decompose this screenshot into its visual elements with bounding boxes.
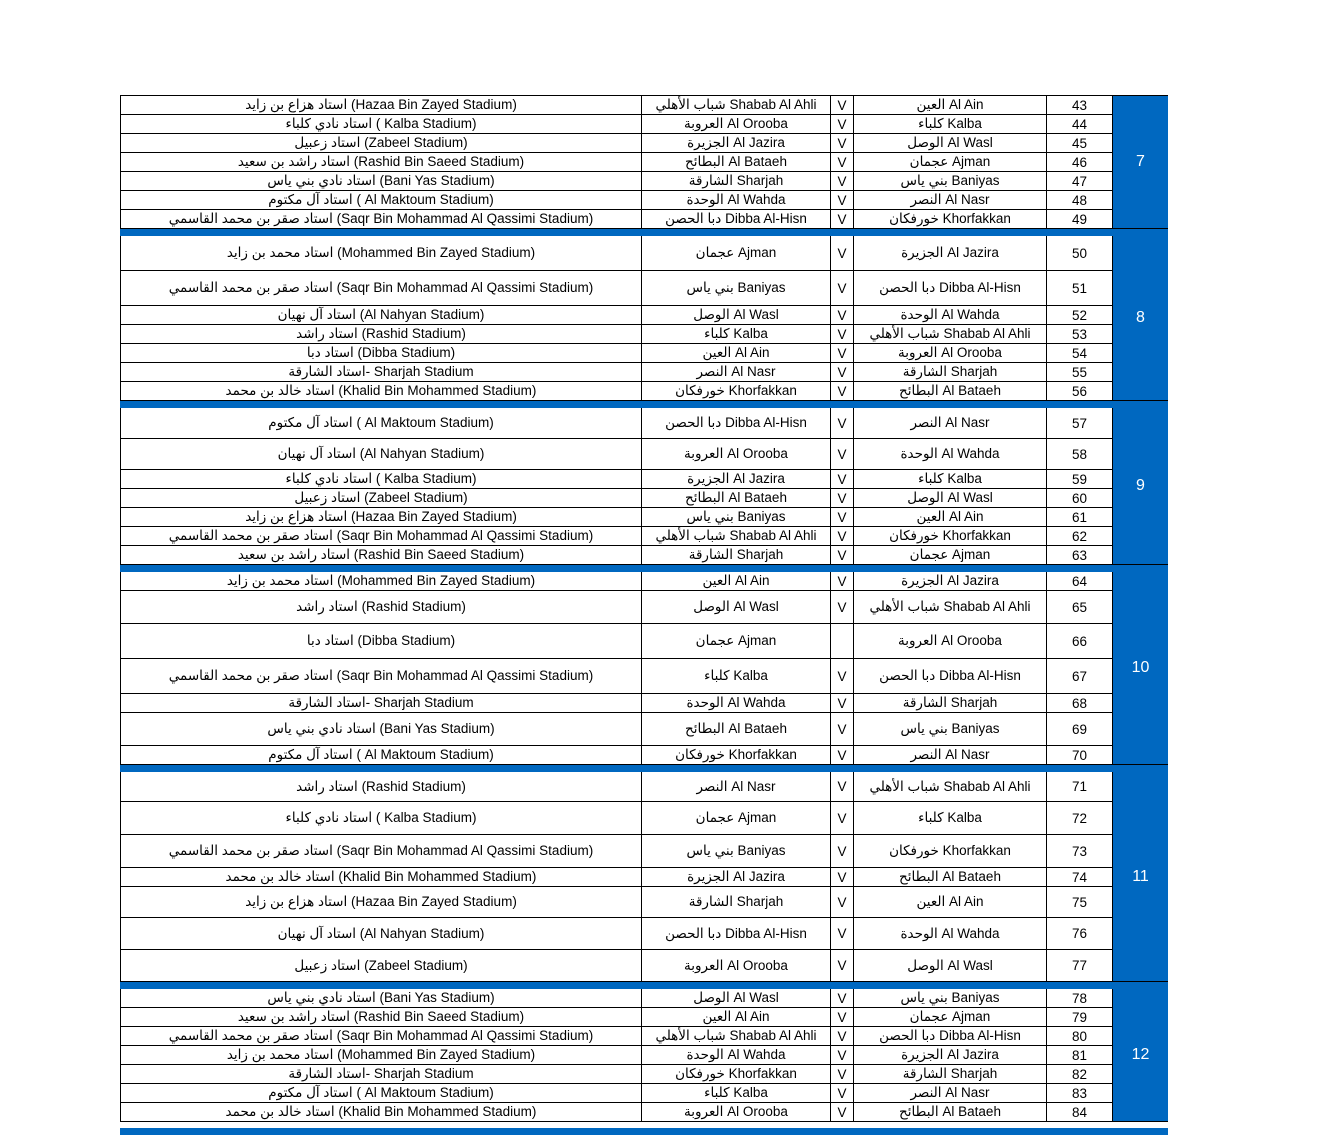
away-team-cell: خورفكان Khorfakkan [642,746,831,764]
round-block [120,408,1168,565]
away-team-cell: دبا الحصن Dibba Al-Hisn [642,210,831,228]
venue-cell: استاد نادي بني ياس (Bani Yas Stadium) [121,172,642,190]
away-team-cell: عجمان Ajman [642,236,831,270]
round-block [120,236,1168,401]
venue-cell: استاد الشارقة- Sharjah Stadium [121,694,642,712]
venue-cell: استاد راشد بن سعيد (Rashid Bin Saeed Stadium) [121,153,642,171]
round-number: 9 [1113,408,1168,564]
match-row [121,867,1113,886]
home-team-cell: الجزيرة Al Jazira [854,236,1047,270]
venue-cell: استاد خالد بن محمد (Khalid Bin Mohammed Stadium) [121,868,642,886]
venue-cell: استاد الشارقة- Sharjah Stadium [121,363,642,381]
away-team-cell: خورفكان Khorfakkan [642,1065,831,1083]
round-block [120,772,1168,982]
fixtures-table [120,95,1168,1122]
versus-cell: V [831,153,854,171]
versus-cell: V [831,96,854,114]
match-rows [120,96,1113,228]
home-team-cell: دبا الحصن Dibba Al-Hisn [854,271,1047,305]
match-row [121,886,1113,917]
home-team-cell: العروبة Al Orooba [854,624,1047,658]
match-row [121,362,1113,381]
round-separator-bar [120,565,1168,572]
venue-cell: استاد آل مكتوم ( Al Maktoum Stadium) [121,746,642,764]
venue-cell: استاد آل مكتوم ( Al Maktoum Stadium) [121,1084,642,1102]
versus-cell: V [831,1008,854,1026]
match-number-cell: 43 [1047,96,1113,114]
home-team-cell: بني ياس Baniyas [854,713,1047,745]
home-team-cell: النصر Al Nasr [854,746,1047,764]
match-number-cell: 80 [1047,1027,1113,1045]
round-number: 11 [1113,772,1168,981]
match-row [121,114,1113,133]
venue-cell: استاد نادي بني ياس (Bani Yas Stadium) [121,989,642,1007]
venue-cell: استاد صقر بن محمد القاسمي (Saqr Bin Mohammad Al Qassimi Stadium) [121,659,642,693]
match-row [121,801,1113,834]
home-team-cell: كلباء Kalba [854,115,1047,133]
home-team-cell: الشارقة Sharjah [854,694,1047,712]
away-team-cell: العروبة Al Orooba [642,115,831,133]
round-separator-bar [120,1128,1168,1135]
versus-cell: V [831,989,854,1007]
home-team-cell: دبا الحصن Dibba Al-Hisn [854,1027,1047,1045]
round-separator-bar [120,982,1168,989]
versus-cell: V [831,470,854,488]
round-block [120,989,1168,1122]
away-team-cell: البطائح Al Bataeh [642,153,831,171]
match-row [121,526,1113,545]
match-rows [120,236,1113,400]
venue-cell: استاد زعبيل (Zabeel Stadium) [121,950,642,981]
match-row [121,171,1113,190]
away-team-cell: كلباء Kalba [642,1084,831,1102]
match-number-cell: 56 [1047,382,1113,400]
match-row [121,469,1113,488]
match-row [121,96,1113,114]
match-row [121,190,1113,209]
versus-cell: V [831,713,854,745]
home-team-cell: شباب الأهلي Shabab Al Ahli [854,325,1047,343]
match-rows [120,989,1113,1121]
match-row [121,772,1113,801]
match-row [121,381,1113,400]
match-row [121,623,1113,658]
match-row [121,949,1113,981]
away-team-cell: البطائح Al Bataeh [642,489,831,507]
round-number: 10 [1113,572,1168,764]
home-team-cell: البطائح Al Bataeh [854,382,1047,400]
versus-cell: V [831,1065,854,1083]
away-team-cell: النصر Al Nasr [642,772,831,801]
match-number-cell: 82 [1047,1065,1113,1083]
versus-cell: V [831,115,854,133]
away-team-cell: دبا الحصن Dibba Al-Hisn [642,408,831,438]
venue-cell: استاد زعبيل (Zabeel Stadium) [121,489,642,507]
match-number-cell: 52 [1047,306,1113,324]
versus-cell: V [831,659,854,693]
home-team-cell: الشارقة Sharjah [854,363,1047,381]
versus-cell: V [831,271,854,305]
round-separator-bar [120,229,1168,236]
away-team-cell: البطائح Al Bataeh [642,713,831,745]
match-row [121,989,1113,1007]
match-row [121,745,1113,764]
versus-cell: V [831,887,854,917]
match-number-cell: 72 [1047,802,1113,834]
match-number-cell: 78 [1047,989,1113,1007]
home-team-cell: الوصل Al Wasl [854,950,1047,981]
match-number-cell: 54 [1047,344,1113,362]
away-team-cell: شباب الأهلي Shabab Al Ahli [642,1027,831,1045]
home-team-cell: البطائح Al Bataeh [854,1103,1047,1121]
venue-cell: استاد راشد بن سعيد (Rashid Bin Saeed Stadium) [121,546,642,564]
home-team-cell: البطائح Al Bataeh [854,868,1047,886]
match-row [121,712,1113,745]
away-team-cell: الشارقة Sharjah [642,887,831,917]
match-row [121,834,1113,867]
venue-cell: استاد آل مكتوم ( Al Maktoum Stadium) [121,408,642,438]
venue-cell: استاد راشد (Rashid Stadium) [121,591,642,623]
venue-cell: استاد راشد بن سعيد (Rashid Bin Saeed Stadium) [121,1008,642,1026]
match-number-cell: 48 [1047,191,1113,209]
match-number-cell: 59 [1047,470,1113,488]
match-number-cell: 71 [1047,772,1113,801]
match-number-cell: 68 [1047,694,1113,712]
venue-cell: استاد خالد بن محمد (Khalid Bin Mohammed Stadium) [121,382,642,400]
match-number-cell: 44 [1047,115,1113,133]
away-team-cell: العروبة Al Orooba [642,439,831,469]
venue-cell: استاد نادي كلباء ( Kalba Stadium) [121,470,642,488]
versus-cell [831,624,854,658]
away-team-cell: خورفكان Khorfakkan [642,382,831,400]
round-block [120,572,1168,765]
venue-cell: استاد نادي كلباء ( Kalba Stadium) [121,802,642,834]
home-team-cell: خورفكان Khorfakkan [854,835,1047,867]
versus-cell: V [831,489,854,507]
home-team-cell: الجزيرة Al Jazira [854,572,1047,590]
match-rows [120,572,1113,764]
venue-cell: استاد زعبيل (Zabeel Stadium) [121,134,642,152]
versus-cell: V [831,950,854,981]
round-number: 7 [1113,96,1168,228]
away-team-cell: الشارقة Sharjah [642,172,831,190]
away-team-cell: الجزيرة Al Jazira [642,134,831,152]
home-team-cell: بني ياس Baniyas [854,172,1047,190]
versus-cell: V [831,382,854,400]
versus-cell: V [831,572,854,590]
versus-cell: V [831,134,854,152]
away-team-cell: النصر Al Nasr [642,363,831,381]
match-number-cell: 69 [1047,713,1113,745]
match-number-cell: 51 [1047,271,1113,305]
home-team-cell: بني ياس Baniyas [854,989,1047,1007]
versus-cell: V [831,325,854,343]
match-rows [120,772,1113,981]
away-team-cell: العروبة Al Orooba [642,950,831,981]
away-team-cell: العين Al Ain [642,344,831,362]
versus-cell: V [831,694,854,712]
match-rows [120,408,1113,564]
match-number-cell: 55 [1047,363,1113,381]
away-team-cell: الوصل Al Wasl [642,591,831,623]
away-team-cell: كلباء Kalba [642,659,831,693]
home-team-cell: النصر Al Nasr [854,408,1047,438]
match-number-cell: 73 [1047,835,1113,867]
venue-cell: استاد هزاع بن زايد (Hazaa Bin Zayed Stadium) [121,508,642,526]
home-team-cell: العروبة Al Orooba [854,344,1047,362]
versus-cell: V [831,835,854,867]
match-number-cell: 84 [1047,1103,1113,1121]
match-number-cell: 58 [1047,439,1113,469]
venue-cell: استاد دبا (Dibba Stadium) [121,624,642,658]
match-row [121,1045,1113,1064]
match-row [121,133,1113,152]
away-team-cell: دبا الحصن Dibba Al-Hisn [642,918,831,949]
home-team-cell: خورفكان Khorfakkan [854,210,1047,228]
away-team-cell: الجزيرة Al Jazira [642,470,831,488]
match-row [121,572,1113,590]
home-team-cell: الجزيرة Al Jazira [854,1046,1047,1064]
away-team-cell: الوحدة Al Wahda [642,1046,831,1064]
match-row [121,658,1113,693]
venue-cell: استاد نادي بني ياس (Bani Yas Stadium) [121,713,642,745]
versus-cell: V [831,191,854,209]
away-team-cell: عجمان Ajman [642,802,831,834]
round-separator-bar [120,765,1168,772]
versus-cell: V [831,746,854,764]
away-team-cell: الجزيرة Al Jazira [642,868,831,886]
match-row [121,693,1113,712]
versus-cell: V [831,527,854,545]
away-team-cell: الوحدة Al Wahda [642,191,831,209]
away-team-cell: بني ياس Baniyas [642,508,831,526]
home-team-cell: الوصل Al Wasl [854,489,1047,507]
versus-cell: V [831,1084,854,1102]
match-number-cell: 70 [1047,746,1113,764]
match-number-cell: 49 [1047,210,1113,228]
match-number-cell: 66 [1047,624,1113,658]
versus-cell: V [831,1046,854,1064]
match-number-cell: 65 [1047,591,1113,623]
versus-cell: V [831,210,854,228]
round-number: 12 [1113,989,1168,1121]
venue-cell: استاد راشد (Rashid Stadium) [121,772,642,801]
match-row [121,305,1113,324]
match-row [121,1026,1113,1045]
home-team-cell: العين Al Ain [854,887,1047,917]
venue-cell: استاد محمد بن زايد (Mohammed Bin Zayed Stadium) [121,1046,642,1064]
venue-cell: استاد آل نهيان (Al Nahyan Stadium) [121,918,642,949]
versus-cell: V [831,546,854,564]
venue-cell: استاد هزاع بن زايد (Hazaa Bin Zayed Stadium) [121,887,642,917]
away-team-cell: بني ياس Baniyas [642,271,831,305]
match-row [121,270,1113,305]
versus-cell: V [831,802,854,834]
away-team-cell: الوصل Al Wasl [642,989,831,1007]
home-team-cell: خورفكان Khorfakkan [854,527,1047,545]
venue-cell: استاد صقر بن محمد القاسمي (Saqr Bin Mohammad Al Qassimi Stadium) [121,1027,642,1045]
home-team-cell: شباب الأهلي Shabab Al Ahli [854,591,1047,623]
venue-cell: استاد آل نهيان (Al Nahyan Stadium) [121,439,642,469]
match-number-cell: 57 [1047,408,1113,438]
match-row [121,590,1113,623]
versus-cell: V [831,439,854,469]
match-number-cell: 63 [1047,546,1113,564]
round-block [120,95,1168,229]
round-number: 8 [1113,236,1168,400]
match-number-cell: 46 [1047,153,1113,171]
match-number-cell: 53 [1047,325,1113,343]
match-number-cell: 67 [1047,659,1113,693]
versus-cell: V [831,868,854,886]
match-row [121,343,1113,362]
match-number-cell: 61 [1047,508,1113,526]
venue-cell: استاد صقر بن محمد القاسمي (Saqr Bin Mohammad Al Qassimi Stadium) [121,527,642,545]
home-team-cell: الوحدة Al Wahda [854,306,1047,324]
match-row [121,1007,1113,1026]
versus-cell: V [831,591,854,623]
match-number-cell: 60 [1047,489,1113,507]
match-row [121,488,1113,507]
away-team-cell: العروبة Al Orooba [642,1103,831,1121]
match-number-cell: 76 [1047,918,1113,949]
match-row [121,917,1113,949]
away-team-cell: شباب الأهلي Shabab Al Ahli [642,96,831,114]
venue-cell: استاد صقر بن محمد القاسمي (Saqr Bin Mohammad Al Qassimi Stadium) [121,271,642,305]
home-team-cell: عجمان Ajman [854,1008,1047,1026]
match-row [121,408,1113,438]
match-row [121,438,1113,469]
venue-cell: استاد صقر بن محمد القاسمي (Saqr Bin Mohammad Al Qassimi Stadium) [121,210,642,228]
home-team-cell: كلباء Kalba [854,470,1047,488]
match-number-cell: 64 [1047,572,1113,590]
home-team-cell: عجمان Ajman [854,153,1047,171]
home-team-cell: النصر Al Nasr [854,1084,1047,1102]
match-row [121,1083,1113,1102]
match-number-cell: 77 [1047,950,1113,981]
away-team-cell: الوصل Al Wasl [642,306,831,324]
venue-cell: استاد محمد بن زايد (Mohammed Bin Zayed Stadium) [121,572,642,590]
match-number-cell: 83 [1047,1084,1113,1102]
away-team-cell: الوحدة Al Wahda [642,694,831,712]
venue-cell: استاد آل نهيان (Al Nahyan Stadium) [121,306,642,324]
match-number-cell: 45 [1047,134,1113,152]
venue-cell: استاد دبا (Dibba Stadium) [121,344,642,362]
home-team-cell: عجمان Ajman [854,546,1047,564]
home-team-cell: الوصل Al Wasl [854,134,1047,152]
versus-cell: V [831,172,854,190]
home-team-cell: الوحدة Al Wahda [854,439,1047,469]
match-number-cell: 47 [1047,172,1113,190]
round-separator-bar [120,401,1168,408]
match-row [121,236,1113,270]
versus-cell: V [831,508,854,526]
away-team-cell: العين Al Ain [642,1008,831,1026]
venue-cell: استاد خالد بن محمد (Khalid Bin Mohammed Stadium) [121,1103,642,1121]
versus-cell: V [831,1103,854,1121]
match-row [121,1064,1113,1083]
home-team-cell: العين Al Ain [854,96,1047,114]
match-row [121,324,1113,343]
match-number-cell: 50 [1047,236,1113,270]
match-row [121,152,1113,171]
versus-cell: V [831,306,854,324]
home-team-cell: النصر Al Nasr [854,191,1047,209]
venue-cell: استاد محمد بن زايد (Mohammed Bin Zayed Stadium) [121,236,642,270]
away-team-cell: كلباء Kalba [642,325,831,343]
away-team-cell: شباب الأهلي Shabab Al Ahli [642,527,831,545]
match-number-cell: 75 [1047,887,1113,917]
versus-cell: V [831,408,854,438]
venue-cell: استاد الشارقة- Sharjah Stadium [121,1065,642,1083]
match-row [121,545,1113,564]
away-team-cell: عجمان Ajman [642,624,831,658]
versus-cell: V [831,344,854,362]
match-number-cell: 81 [1047,1046,1113,1064]
venue-cell: استاد راشد (Rashid Stadium) [121,325,642,343]
match-row [121,209,1113,228]
away-team-cell: الشارقة Sharjah [642,546,831,564]
home-team-cell: شباب الأهلي Shabab Al Ahli [854,772,1047,801]
versus-cell: V [831,363,854,381]
versus-cell: V [831,1027,854,1045]
home-team-cell: كلباء Kalba [854,802,1047,834]
match-row [121,1102,1113,1121]
home-team-cell: دبا الحصن Dibba Al-Hisn [854,659,1047,693]
home-team-cell: العين Al Ain [854,508,1047,526]
away-team-cell: العين Al Ain [642,572,831,590]
match-row [121,507,1113,526]
venue-cell: استاد آل مكتوم ( Al Maktoum Stadium) [121,191,642,209]
away-team-cell: بني ياس Baniyas [642,835,831,867]
match-number-cell: 79 [1047,1008,1113,1026]
home-team-cell: الشارقة Sharjah [854,1065,1047,1083]
venue-cell: استاد نادي كلباء ( Kalba Stadium) [121,115,642,133]
match-number-cell: 74 [1047,868,1113,886]
match-number-cell: 62 [1047,527,1113,545]
versus-cell: V [831,918,854,949]
venue-cell: استاد هزاع بن زايد (Hazaa Bin Zayed Stadium) [121,96,642,114]
versus-cell: V [831,236,854,270]
versus-cell: V [831,772,854,801]
home-team-cell: الوحدة Al Wahda [854,918,1047,949]
venue-cell: استاد صقر بن محمد القاسمي (Saqr Bin Mohammad Al Qassimi Stadium) [121,835,642,867]
